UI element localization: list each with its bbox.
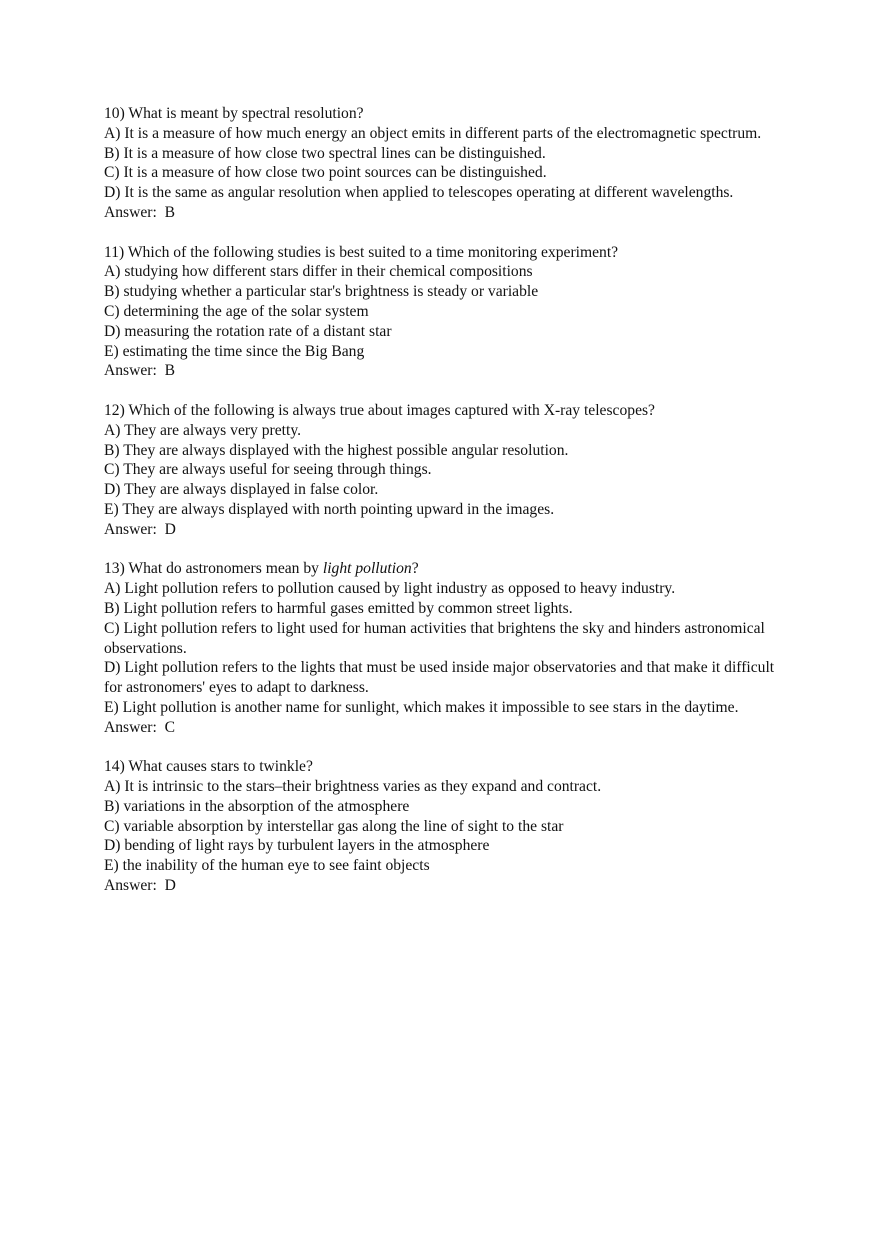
question-text: What do astronomers mean by <box>128 560 319 578</box>
question-number: 14) <box>104 758 125 776</box>
answer-label: Answer: <box>104 877 157 895</box>
option-e: E) estimating the time since the Big Bang <box>104 342 365 360</box>
option-c: C) determining the age of the solar system <box>104 302 369 320</box>
question-text: What is meant by spectral resolution? <box>128 105 364 122</box>
option-b: B) studying whether a particular star's brightness is steady or variable <box>104 283 539 301</box>
question-page <box>104 104 784 916</box>
option-c: C) They are always useful for seeing through things. <box>104 461 432 479</box>
option-c: C) It is a measure of how close two point sources can be distinguished. <box>104 164 547 182</box>
question-stem <box>104 104 784 124</box>
answer-value: D <box>164 520 176 538</box>
answer-line <box>104 520 784 540</box>
answer-value: B <box>164 362 176 380</box>
answer-value: B <box>164 203 176 221</box>
option-b: B) They are always displayed with the highest possible angular resolution. <box>104 441 569 459</box>
question-number: 13) <box>104 560 125 578</box>
question-text: Which of the following studies is best suited to a time monitoring experiment? <box>127 243 619 261</box>
italic-term: light pollution <box>322 560 412 578</box>
question-stem <box>104 243 784 263</box>
option-b: B) Light pollution refers to harmful gases emitted by common street lights. <box>104 599 573 617</box>
option-a: A) It is intrinsic to the stars–their brightness varies as they expand and contract. <box>104 778 602 796</box>
answer-label: Answer: <box>104 362 157 380</box>
question-text: Which of the following is always true about images captured with X-ray telescopes? <box>128 401 655 419</box>
question-text: What causes stars to twinkle? <box>128 758 313 776</box>
option-e: E) the inability of the human eye to see faint objects <box>104 857 430 875</box>
question-number: 11) <box>104 243 125 261</box>
question-end-mark: ? <box>411 560 419 578</box>
question-stem <box>104 757 784 777</box>
option-d: D) They are always displayed in false color. <box>104 481 379 499</box>
question-13 <box>104 559 784 737</box>
question-11 <box>104 243 784 382</box>
answer-line <box>104 203 784 223</box>
option-b: B) variations in the absorption of the atmosphere <box>104 797 410 815</box>
option-a: A) studying how different stars differ in their chemical compositions <box>104 263 533 281</box>
option-e: E) They are always displayed with north pointing upward in the images. <box>104 500 555 518</box>
question-stem <box>104 401 784 421</box>
option-b: B) It is a measure of how close two spectral lines can be distinguished. <box>104 144 546 162</box>
answer-label: Answer: <box>104 520 157 538</box>
answer-line <box>104 876 784 896</box>
option-a: A) They are always very pretty. <box>104 421 302 439</box>
option-c: C) variable absorption by interstellar gas along the line of sight to the star <box>104 817 564 835</box>
answer-label: Answer: <box>104 718 157 736</box>
question-number: 10) <box>104 105 125 122</box>
answer-value: D <box>164 877 176 895</box>
question-stem <box>104 559 784 579</box>
answer-value: C <box>164 718 176 736</box>
question-12 <box>104 401 784 540</box>
question-10 <box>104 104 784 223</box>
option-d: D) It is the same as angular resolution when applied to telescopes operating at different wavelengths. <box>104 184 734 202</box>
option-a: A) Light pollution refers to pollution caused by light industry as opposed to heavy industry. <box>104 580 676 598</box>
answer-label: Answer: <box>104 203 157 221</box>
option-d: D) bending of light rays by turbulent layers in the atmosphere <box>104 837 490 855</box>
option-a: A) It is a measure of how much energy an object emits in different parts of the electromagnetic spectrum. <box>104 124 762 142</box>
option-d: D) Light pollution refers to the lights that must be used inside major observatories and that make it difficult for astronomers' eyes to adapt to darkness. <box>104 659 775 697</box>
option-d: D) measuring the rotation rate of a distant star <box>104 322 392 340</box>
answer-line <box>104 361 784 381</box>
option-e: E) Light pollution is another name for sunlight, which makes it impossible to see stars in the daytime. <box>104 698 739 716</box>
answer-line <box>104 718 784 738</box>
question-14 <box>104 757 784 896</box>
question-number: 12) <box>104 401 125 419</box>
option-c: C) Light pollution refers to light used for human activities that brightens the sky and hinders astronomical observations. <box>104 619 765 657</box>
